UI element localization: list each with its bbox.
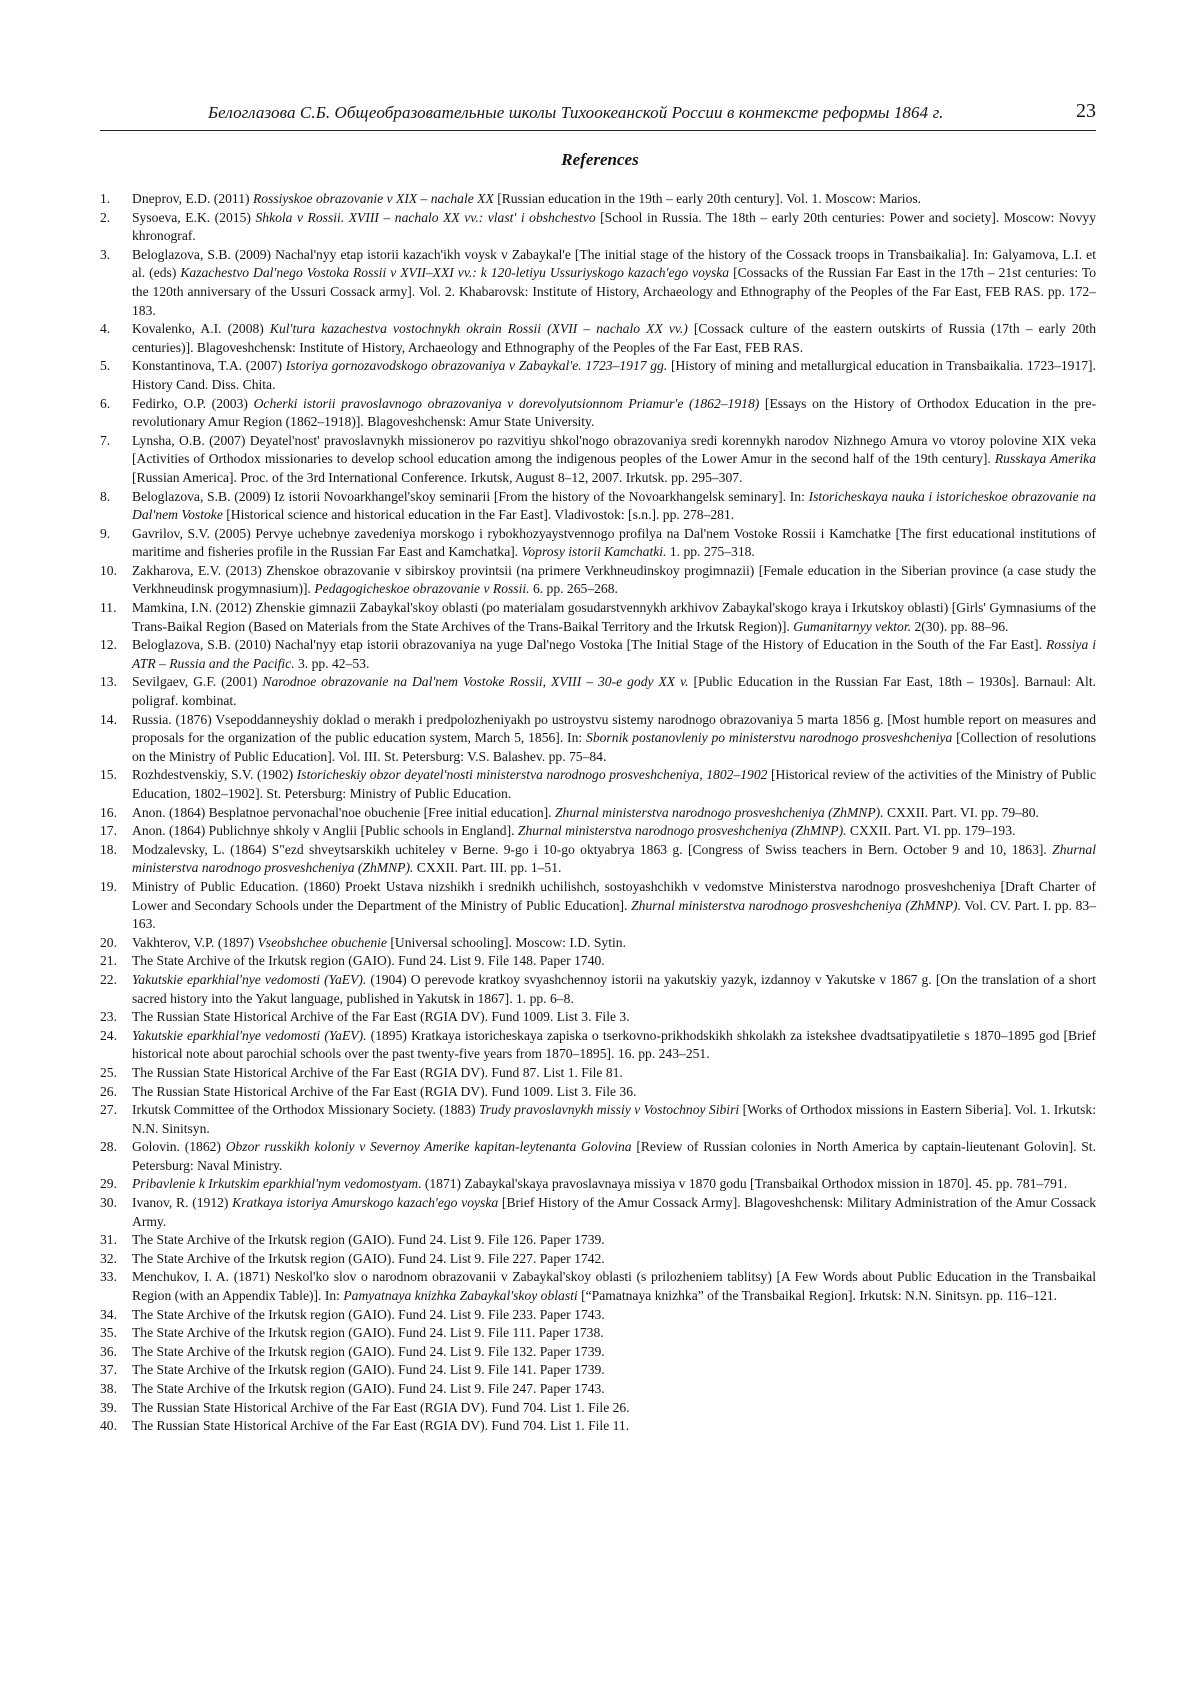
reference-item	[100, 599, 1096, 636]
reference-item	[100, 822, 1096, 841]
reference-italic-title: Ocherki istorii pravoslavnogo obrazovaniya v dorevolyutsionnom Priamur'e (1862–1918)	[253, 395, 760, 411]
reference-text: [Universal schooling]. Moscow: I.D. Sytin.	[386, 934, 626, 950]
reference-italic-title: Russkaya Amerika	[994, 451, 1096, 467]
reference-text: [Historical review of the activities of the Ministry of Public Education, 1802–1902]. St. Petersburg: Ministry of Public Education.	[132, 767, 1096, 801]
reference-text: The State Archive of the Irkutsk region (GAIO). Fund 24. List 9. File 247. Paper 1743.	[132, 1381, 605, 1396]
reference-item	[100, 1361, 1096, 1380]
reference-text: [Brief History of the Amur Cossack Army]. Blagoveshchensk: Military Administration of the Amur Cossack Army.	[132, 1195, 1097, 1229]
reference-number: 22.	[100, 971, 117, 987]
reference-number: 12.	[100, 637, 117, 653]
reference-item	[100, 1027, 1096, 1064]
reference-item	[100, 1343, 1096, 1362]
reference-italic-title: Gumanitarnyy vektor.	[793, 618, 912, 634]
running-header	[100, 100, 1096, 131]
reference-number: 26.	[100, 1083, 117, 1099]
reference-number: 14.	[100, 711, 117, 727]
reference-item	[100, 971, 1096, 1008]
reference-italic-title: Istoricheskiy obzor deyatel'nosti ministerstva narodnogo prosveshcheniya, 1802–1902	[296, 767, 768, 783]
reference-italic-title: Shkola v Rossii. XVIII – nachalo XX vv.: vlast' i obshchestvo	[255, 209, 596, 225]
reference-text: Konstantinova, T.A. (2007)	[132, 358, 286, 374]
reference-text: Ivanov, R. (1912)	[132, 1195, 233, 1211]
reference-number: 37.	[100, 1362, 117, 1378]
reference-number: 18.	[100, 841, 117, 857]
reference-text: 6. pp. 265–268.	[529, 581, 618, 597]
reference-number: 10.	[100, 562, 117, 578]
reference-text: The State Archive of the Irkutsk region (GAIO). Fund 24. List 9. File 111. Paper 1738.	[132, 1325, 604, 1341]
reference-number: 7.	[100, 432, 111, 448]
reference-number: 21.	[100, 953, 117, 969]
reference-number: 27.	[100, 1102, 117, 1118]
reference-item	[100, 246, 1096, 320]
reference-item	[100, 1231, 1096, 1250]
reference-item	[100, 1194, 1096, 1231]
reference-text: (1904) O perevode kratkoy svyashchennoy istorii na yakutskiy yazyk, izdannoy v Yakutske v 1867 g. [On the translation of a short sacred history into the Yakut language, published in Yakutsk in 1867]. 1. pp. 6–8.	[132, 971, 1096, 1006]
reference-number: 17.	[100, 823, 117, 839]
reference-text: [Cossacks of the Russian Far East in the 17th – 21st centuries: To the 120th anniversary of the Ussuri Cossack army]. Vol. 2. Khabarovsk: Institute of History, Archaeology and Ethnography of the Peoples of the Far East, FEB RAS. pp. 172–183.	[132, 265, 1096, 318]
reference-italic-title: Pedagogicheskoe obrazovanie v Rossii.	[314, 581, 530, 597]
reference-text: Anon. (1864) Publichnye shkoly v Anglii [Public schools in England].	[132, 823, 518, 839]
reference-italic-title: Istoricheskaya nauka i istoricheskoe obrazovanie na Dal'nem Vostoke	[132, 488, 1096, 523]
reference-number: 20.	[100, 934, 117, 950]
reference-number: 38.	[100, 1381, 117, 1396]
reference-number: 35.	[100, 1325, 117, 1341]
reference-item	[100, 841, 1096, 878]
reference-text: The State Archive of the Irkutsk region (GAIO). Fund 24. List 9. File 126. Paper 1739.	[132, 1232, 605, 1248]
reference-text: Vakhterov, V.P. (1897)	[132, 934, 258, 950]
reference-number: 39.	[100, 1399, 117, 1415]
reference-number: 13.	[100, 674, 117, 690]
reference-text: The State Archive of the Irkutsk region (GAIO). Fund 24. List 9. File 233. Paper 1743.	[132, 1306, 605, 1322]
section-title: References	[561, 150, 639, 169]
reference-text: The Russian State Historical Archive of the Far East (RGIA DV). Fund 1009. List 3. File 3.	[132, 1009, 630, 1025]
reference-text: (1895) Kratkaya istoricheskaya zapiska o tserkovno-prikhodskikh shkolakh za istekshee dvadtsatipyatiletie s 1870–1895 god [Brief historical note about parochial schools over the past twenty-five years from 1870–1895]. 16. pp. 243–251.	[132, 1027, 1096, 1062]
reference-italic-title: Yakutskie eparkhial'nye vedomosti (YaEV).	[132, 971, 367, 987]
reference-italic-title: Pribavlenie k Irkutskim eparkhial'nym vedomostyam	[132, 1176, 419, 1192]
reference-text: [Historical science and historical education in the Far East]. Vladivostok: [s.n.]. pp. 278–281.	[222, 507, 735, 523]
reference-item	[100, 488, 1096, 525]
reference-number: 32.	[100, 1250, 117, 1266]
reference-number: 15.	[100, 767, 117, 783]
reference-text: [School in Russia. The 18th – early 20th centuries: Power and society]. Moscow: Novyy khronograf.	[132, 209, 1096, 244]
reference-item	[100, 525, 1096, 562]
reference-number: 25.	[100, 1064, 117, 1080]
reference-italic-title: Pamyatnaya knizhka Zabaykal'skoy oblasti	[343, 1288, 578, 1304]
reference-italic-title: Narodnoe obrazovanie na Dal'nem Vostoke Rossii, XVIII – 30-e gody XX v.	[262, 674, 689, 690]
reference-text: The State Archive of the Irkutsk region (GAIO). Fund 24. List 9. File 148. Paper 1740.	[132, 953, 605, 969]
reference-text: Russia. (1876) Vsepoddanneyshiy doklad o merakh i predpolozheniyakh po ustroystvu sistemy narodnogo obrazovaniya 5 marta 1856 g. [Most humble report on measures and proposals for the organization of the public education system, March 5, 1856]. In:	[132, 711, 1096, 746]
reference-text: Vol. CV. Part. I. pp. 83–163.	[132, 897, 1096, 932]
reference-text: Sevilgaev, G.F. (2001)	[132, 674, 263, 690]
reference-item	[100, 209, 1096, 246]
reference-text: Dneprov, E.D. (2011)	[132, 191, 253, 206]
reference-text: The Russian State Historical Archive of the Far East (RGIA DV). Fund 704. List 1. File 11.	[132, 1418, 630, 1434]
reference-item	[100, 673, 1096, 710]
reference-italic-title: Yakutskie eparkhial'nye vedomosti (YaEV).	[132, 1027, 367, 1043]
reference-text: Lynsha, O.B. (2007) Deyatel'nost' pravoslavnykh missionerov po razvitiyu shkol'nogo obrazovaniya sredi korennykh narodov Nizhnego Amura vo vtoroy polovine XIX veka [Activities of Orthodox missionaries to develop school education among the indigenous peoples of the Lower Amur in the second half of the 19th century].	[132, 432, 1096, 467]
reference-item	[100, 1399, 1096, 1418]
reference-item	[100, 1008, 1096, 1027]
reference-item	[100, 711, 1096, 767]
reference-text: The State Archive of the Irkutsk region (GAIO). Fund 24. List 9. File 227. Paper 1742.	[132, 1250, 605, 1266]
reference-italic-title: Zhurnal ministerstva narodnogo prosveshcheniya (ZhMNP).	[631, 897, 961, 913]
reference-text: The Russian State Historical Archive of the Far East (RGIA DV). Fund 87. List 1. File 81.	[132, 1064, 623, 1080]
reference-number: 24.	[100, 1027, 117, 1043]
reference-number: 36.	[100, 1343, 117, 1359]
reference-item	[100, 1101, 1096, 1138]
reference-item	[100, 1175, 1096, 1194]
reference-number: 16.	[100, 804, 117, 820]
reference-item	[100, 562, 1096, 599]
reference-italic-title: Voprosy istorii Kamchatki.	[521, 544, 667, 560]
reference-number: 9.	[100, 525, 111, 541]
reference-text: [Public Education in the Russian Far East, 18th – 1930s]. Barnaul: Alt. poligraf. kombinat.	[132, 674, 1097, 709]
reference-text: CXXII. Part. VI. pp. 179–193.	[846, 823, 1016, 839]
reference-item	[100, 1324, 1096, 1343]
reference-text: [Essays on the History of Orthodox Education in the pre-revolutionary Amur Region (1862–1918)]. Blagoveshchensk: Amur State University.	[132, 395, 1097, 430]
reference-item	[100, 1380, 1096, 1399]
reference-italic-title: Kul'tura kazachestva vostochnykh okrain Rossii (XVII – nachalo XX vv.)	[269, 321, 688, 337]
reference-text: The Russian State Historical Archive of the Far East (RGIA DV). Fund 704. List 1. File 26.	[132, 1399, 630, 1415]
reference-text: Kovalenko, A.I. (2008)	[132, 321, 270, 337]
reference-number: 6.	[100, 395, 111, 411]
reference-number: 28.	[100, 1139, 117, 1155]
reference-italic-title: Rossiya i ATR – Russia and the Pacific.	[132, 637, 1097, 671]
reference-number: 30.	[100, 1195, 117, 1211]
reference-text: [Review of Russian colonies in North America by captain-lieutenant Golovin]. St. Petersburg: Naval Ministry.	[132, 1139, 1096, 1173]
reference-italic-title: Zhurnal ministerstva narodnogo prosveshcheniya (ZhMNP).	[132, 841, 1096, 876]
reference-text: Gavrilov, S.V. (2005) Pervye uchebnye zavedeniya morskogo i rybokhozyaystvennogo profilya na Dal'nem Vostoke Rossii i Kamchatke [The first educational institutions of maritime and fisheries profile in the Russian Far East and Kamchatka].	[132, 525, 1096, 560]
reference-number: 4.	[100, 321, 111, 337]
reference-item	[100, 1306, 1096, 1325]
reference-text: CXXII. Part. VI. pp. 79–80.	[883, 804, 1039, 820]
reference-text: Beloglazova, S.B. (2009) Iz istorii Novoarkhangel'skoy seminarii [From the history of the Novoarkhangelsk seminary]. In:	[132, 488, 809, 504]
reference-italic-title: Rossiyskoe obrazovanie v XIX – nachale XX	[252, 191, 494, 206]
reference-text: The State Archive of the Irkutsk region (GAIO). Fund 24. List 9. File 141. Paper 1739.	[132, 1362, 605, 1378]
reference-text: CXXII. Part. III. pp. 1–51.	[413, 860, 562, 876]
reference-number: 31.	[100, 1232, 117, 1248]
reference-item	[100, 1138, 1096, 1175]
reference-text: The State Archive of the Irkutsk region (GAIO). Fund 24. List 9. File 132. Paper 1739.	[132, 1343, 605, 1359]
reference-text: 1. pp. 275–318.	[666, 544, 755, 560]
reference-text: [“Pamatnaya knizhka” of the Transbaikal Region]. Irkutsk: N.N. Sinitsyn. pp. 116–121.	[577, 1288, 1058, 1304]
reference-text: Ministry of Public Education. (1860) Proekt Ustava nizshikh i srednikh uchilishch, sostoyashchikh v vedomstve Ministerstva narodnogo prosveshcheniya [Draft Charter of Lower and Secondary Schools under the Department of the Ministry of Public Education].	[132, 878, 1096, 913]
reference-number: 33.	[100, 1269, 117, 1285]
reference-number: 5.	[100, 358, 111, 374]
reference-item	[100, 320, 1096, 357]
reference-text: Beloglazova, S.B. (2010) Nachal'nyy etap istorii obrazovaniya na yuge Dal'nego Vostoka [The Initial Stage of the History of Education in the South of the Far East].	[132, 637, 1046, 653]
reference-text: 3. pp. 42–53.	[294, 655, 370, 671]
reference-item	[100, 432, 1096, 488]
reference-item	[100, 878, 1096, 934]
running-title: Белоглазова С.Б. Общеобразовательные школы Тихоокеанской России в контексте реформы 1864 г.	[208, 103, 944, 122]
reference-text: Anon. (1864) Besplatnoe pervonachal'noe obuchenie [Free initial education].	[132, 804, 555, 820]
reference-number: 29.	[100, 1176, 117, 1192]
reference-text: Rozhdestvenskiy, S.V. (1902)	[132, 767, 297, 783]
reference-text: [Cossack culture of the eastern outskirts of Russia (17th – early 20th centuries)]. Blagoveshchensk: Institute of History, Archaeology and Ethnography of the Peoples of the Far East, FEB RAS.	[132, 321, 1096, 355]
reference-number: 34.	[100, 1306, 117, 1322]
reference-item	[100, 636, 1096, 673]
reference-text: [Collection of resolutions on the Ministry of Public Education]. Vol. III. St. Petersburg: V.S. Balashev. pp. 75–84.	[132, 730, 1096, 764]
reference-text: Fedirko, O.P. (2003)	[132, 395, 254, 411]
reference-text: Sysoeva, E.K. (2015)	[132, 209, 256, 225]
reference-item	[100, 952, 1096, 971]
reference-item	[100, 804, 1096, 823]
reference-text: Beloglazova, S.B. (2009) Nachal'nyy etap istorii kazach'ikh voysk v Zabaykal'e [The initial stage of the history of the Cossack troops in Transbaikalia]. In: Galyamova, L.I. et al. (eds)	[132, 246, 1096, 281]
reference-text: Zakharova, E.V. (2013) Zhenskoe obrazovanie v sibirskoy provintsii (na primere Verkhneudinskoy progimnazii) [Female education in the Siberian province (a case study the Verkhneudinsk progymnasium)].	[132, 562, 1096, 597]
reference-italic-title: Trudy pravoslavnykh missiy v Vostochnoy Sibiri	[478, 1102, 740, 1118]
reference-item	[100, 190, 1096, 209]
reference-text: Golovin. (1862)	[132, 1139, 226, 1155]
reference-number: 1.	[100, 191, 111, 206]
reference-item	[100, 1417, 1096, 1436]
reference-italic-title: Kratkaya istoriya Amurskogo kazach'ego voyska	[232, 1195, 499, 1211]
reference-number: 2.	[100, 209, 111, 225]
reference-text: Modzalevsky, L. (1864) S"ezd shveytsarskikh uchiteley v Berne. 9-go i 10-go oktyabrya 1863 g. [Congress of Swiss teachers in Bern. October 9 and 10, 1863].	[132, 841, 1053, 857]
page-number: 23	[1076, 100, 1096, 122]
reference-number: 3.	[100, 246, 111, 262]
reference-text: [History of mining and metallurgical education in Transbaikalia. 1723–1917]. History Cand. Diss. Chita.	[132, 358, 1096, 392]
reference-item	[100, 357, 1096, 394]
reference-italic-title: Istoriya gornozavodskogo obrazovaniya v Zabaykal'e. 1723–1917 gg.	[285, 358, 668, 374]
reference-number: 40.	[100, 1418, 117, 1434]
reference-italic-title: Obzor russkikh koloniy v Severnoy Amerike kapitan-leytenanta Golovina	[225, 1139, 632, 1155]
reference-text: Menchukov, I. A. (1871) Neskol'ko slov o narodnom obrazovanii v Zabaykal'skoy oblasti (s prilozheniem tablitsy) [A Few Words about Public Education in the Transbaikal Region (with an Appendix Table)]. In:	[132, 1269, 1096, 1304]
reference-item	[100, 934, 1096, 953]
reference-item	[100, 1250, 1096, 1269]
reference-text: 2(30). pp. 88–96.	[911, 618, 1009, 634]
reference-text: [Works of Orthodox missions in Eastern Siberia]. Vol. 1. Irkutsk: N.N. Sinitsyn.	[132, 1102, 1096, 1136]
reference-number: 23.	[100, 1009, 117, 1025]
reference-item	[100, 766, 1096, 803]
reference-item	[100, 1083, 1096, 1102]
reference-text: [Russian America]. Proc. of the 3rd International Conference. Irkutsk, August 8–12, 2007. Irkutsk. pp. 295–307.	[132, 469, 743, 485]
reference-italic-title: Zhurnal ministerstva narodnogo prosveshcheniya (ZhMNP).	[554, 804, 884, 820]
reference-text: Irkutsk Committee of the Orthodox Missionary Society. (1883)	[132, 1102, 479, 1118]
reference-italic-title: Zhurnal ministerstva narodnogo prosveshcheniya (ZhMNP).	[517, 823, 847, 839]
reference-item	[100, 1268, 1096, 1305]
reference-italic-title: Kazachestvo Dal'nego Vostoka Rossii v XVII–XXI vv.: k 120-letiyu Ussuriyskogo kazach'ego voyska	[180, 265, 730, 281]
reference-italic-title: Sbornik postanovleniy po ministerstvu narodnogo prosveshcheniya	[586, 730, 953, 746]
reference-list	[100, 190, 1096, 1436]
reference-text: [Russian education in the 19th – early 20th century]. Vol. 1. Moscow: Marios.	[493, 191, 922, 206]
reference-text: The Russian State Historical Archive of the Far East (RGIA DV). Fund 1009. List 3. File 36.	[132, 1083, 637, 1099]
reference-number: 19.	[100, 878, 117, 894]
reference-item	[100, 1064, 1096, 1083]
reference-text: Mamkina, I.N. (2012) Zhenskie gimnazii Zabaykal'skoy oblasti (po materialam gosudarstvennykh arkhivov Zabaykal'skogo kraya i Irkutskoy oblasti) [Girls' Gymnasiums of the Trans-Baikal Region (Based on Materials from the State Archives of the Trans-Baikal Territory and the Irkutsk Region)].	[132, 600, 1096, 634]
reference-text: . (1871) Zabaykal'skaya pravoslavnaya missiya v 1870 godu [Transbaikal Orthodox mission in 1870]. 45. pp. 781–791.	[418, 1176, 1068, 1192]
reference-number: 8.	[100, 488, 111, 504]
reference-italic-title: Vseobshchee obuchenie	[257, 934, 387, 950]
reference-number: 11.	[100, 600, 117, 616]
reference-item	[100, 395, 1096, 432]
